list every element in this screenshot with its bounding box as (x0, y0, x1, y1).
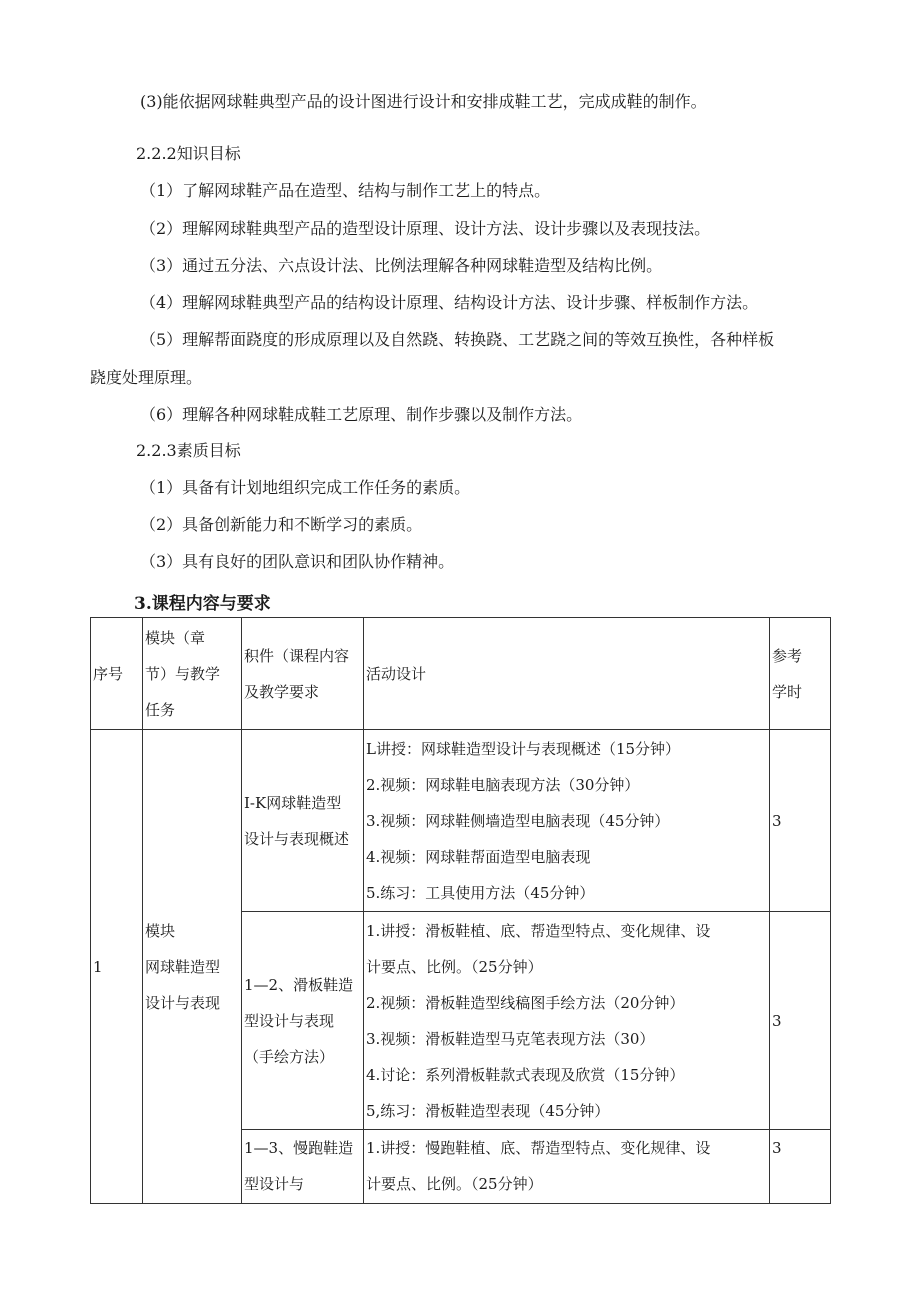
unit-title: 1—3、慢跑鞋造 型设计与 (242, 1130, 364, 1204)
table-header-row (91, 618, 831, 730)
unit-activities (364, 730, 770, 912)
activity-item: 3.视频：滑板鞋造型马克笔表现方法（30） (366, 1029, 655, 1048)
paragraph-line: （2）理解网球鞋典型产品的造型设计原理、设计方法、设计步骤以及表现技法。 (140, 219, 711, 238)
unit-activities (364, 912, 770, 1130)
course-content-table (90, 617, 831, 1204)
activity-item: L讲授：网球鞋造型设计与表现概述（15分钟） (366, 739, 681, 758)
subheading-quality-goals: 2.2.3素质目标 (136, 441, 241, 460)
paragraph-line: （1）具备有计划地组织完成工作任务的素质。 (140, 478, 471, 497)
row-seq: 1 (91, 730, 143, 1204)
unit-title: I-K网球鞋造型 设计与表现概述 (242, 730, 364, 912)
header-module: 模块（章 节）与教学 任务 (143, 618, 242, 730)
paragraph-line: （4）理解网球鞋典型产品的结构设计原理、结构设计方法、设计步骤、样板制作方法。 (140, 293, 759, 312)
activity-item: 5,练习：滑板鞋造型表现（45分钟） (366, 1101, 610, 1120)
paragraph-line: (3)能依据网球鞋典型产品的设计图进行设计和安排成鞋工艺，完成成鞋的制作。 (140, 92, 707, 111)
paragraph-line: （2）具备创新能力和不断学习的素质。 (140, 515, 423, 534)
unit-title: 1—2、滑板鞋造 型设计与表现 （手绘方法） (242, 912, 364, 1130)
paragraph-line: （6）理解各种网球鞋成鞋工艺原理、制作步骤以及制作方法。 (140, 405, 583, 424)
activity-item: 2.视频：网球鞋电脑表现方法（30分钟） (366, 775, 640, 794)
paragraph-line: （1）了解网球鞋产品在造型、结构与制作工艺上的特点。 (140, 181, 551, 200)
table-row (91, 730, 831, 912)
activity-item: 计要点、比例。（25分钟） (366, 1175, 543, 1193)
activity-item: 2.视频：滑板鞋造型线稿图手绘方法（20分钟） (366, 993, 685, 1012)
section-title: 3.课程内容与要求 (134, 594, 271, 614)
header-seq: 序号 (91, 618, 143, 730)
unit-hours: 3 (770, 730, 831, 912)
unit-hours: 3 (770, 1130, 831, 1204)
activity-item: 1.讲授：慢跑鞋植、底、帮造型特点、变化规律、设 (366, 1139, 711, 1157)
activity-item: 5.练习：工具使用方法（45分钟） (366, 883, 595, 902)
paragraph-line: （3）具有良好的团队意识和团队协作精神。 (140, 552, 455, 571)
unit-activities (364, 1130, 770, 1204)
activity-item: 4.视频：网球鞋帮面造型电脑表现 (366, 847, 591, 866)
header-hours: 参考 学时 (770, 618, 831, 730)
activity-item: 1.讲授：滑板鞋植、底、帮造型特点、变化规律、设 (366, 921, 711, 940)
row-module: 模块 网球鞋造型 设计与表现 (143, 730, 242, 1204)
header-unit: 积件（课程内容 及教学要求 (242, 618, 364, 730)
paragraph-line: （3）通过五分法、六点设计法、比例法理解各种网球鞋造型及结构比例。 (140, 256, 663, 275)
subheading-knowledge-goals: 2.2.2知识目标 (136, 144, 241, 163)
activity-item: 3.视频：网球鞋侧墙造型电脑表现（45分钟） (366, 811, 670, 830)
unit-hours: 3 (770, 912, 831, 1130)
paragraph-line: （5）理解帮面跷度的形成原理以及自然跷、转换跷、工艺跷之间的等效互换性，各种样板 (140, 330, 775, 349)
activity-item: 4.讨论：系列滑板鞋款式表现及欣赏（15分钟） (366, 1065, 685, 1084)
paragraph-line: 跷度处理原理。 (90, 368, 203, 387)
activity-item: 计要点、比例。（25分钟） (366, 957, 543, 976)
header-activity: 活动设计 (364, 618, 770, 730)
